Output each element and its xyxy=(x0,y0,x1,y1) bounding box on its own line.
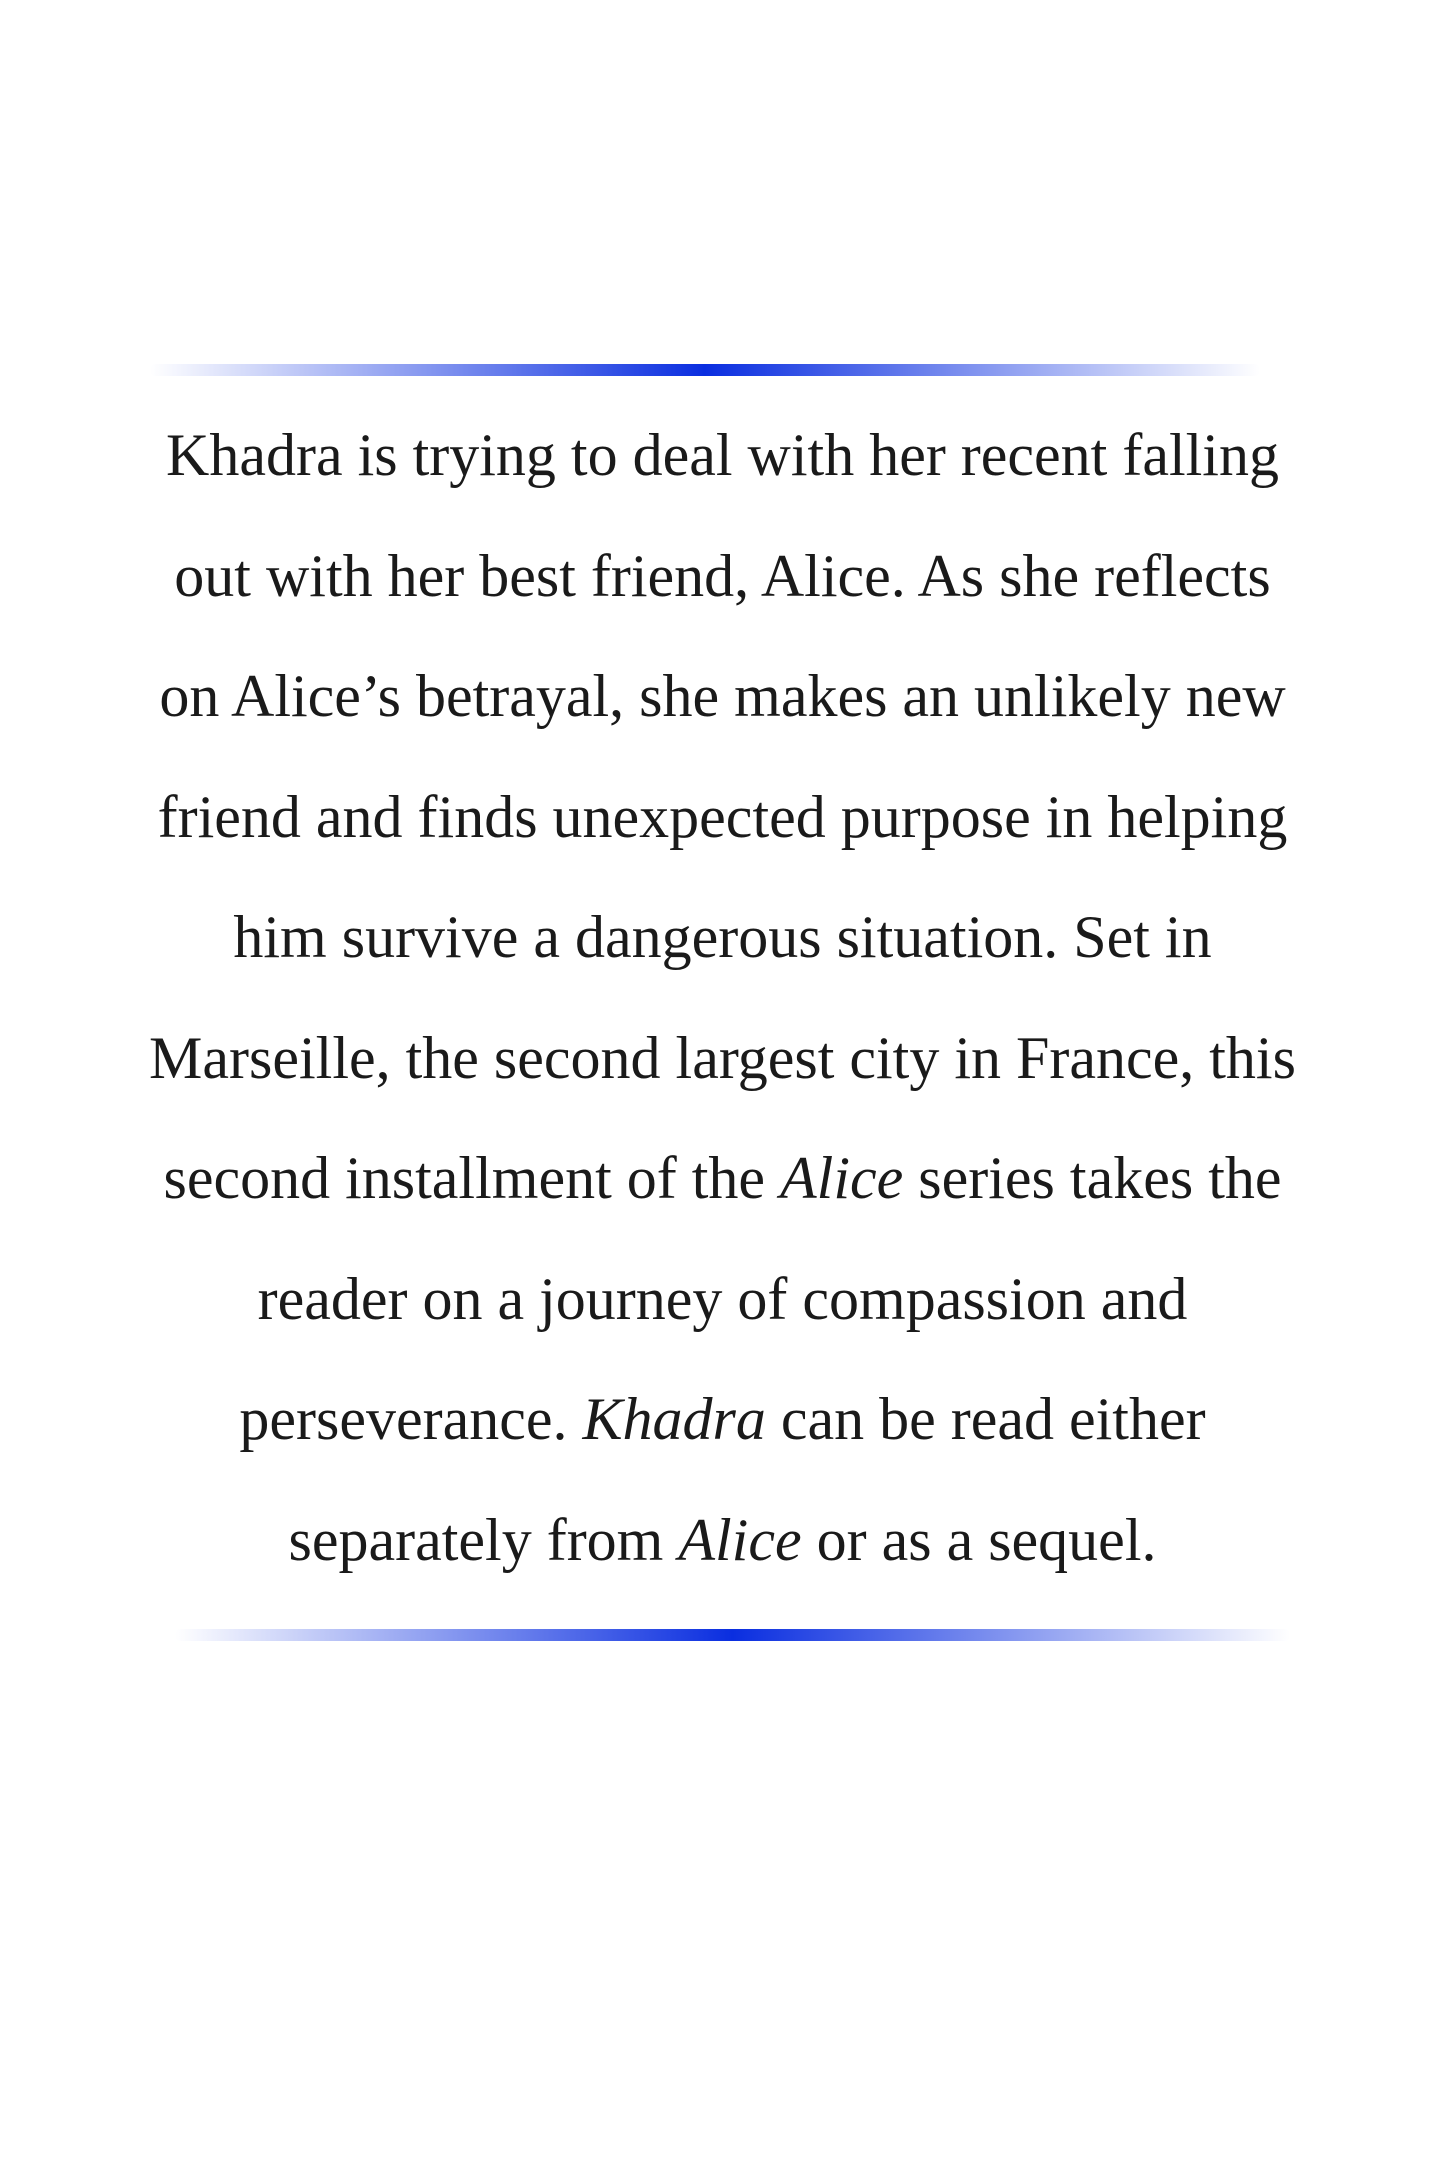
italic-title: Khadra xyxy=(582,1386,766,1452)
description-text: him survive a dangerous situation. Set in xyxy=(233,904,1212,970)
description-line xyxy=(60,877,1385,998)
description-line xyxy=(60,636,1385,757)
top-divider xyxy=(150,364,1260,376)
description-line xyxy=(60,757,1385,878)
description-line xyxy=(60,395,1385,516)
description-text: separately from xyxy=(288,1506,679,1573)
description-text: out with her best friend, Alice. As she reflects xyxy=(174,542,1271,609)
description-text: reader on a journey of compassion and xyxy=(257,1265,1188,1332)
description-text: series takes the xyxy=(903,1145,1282,1211)
book-description xyxy=(60,395,1385,1600)
description-line xyxy=(60,998,1385,1119)
description-text: Khadra is trying to deal with her recent falling xyxy=(166,422,1279,488)
italic-title: Alice xyxy=(678,1506,802,1573)
description-line xyxy=(60,516,1385,637)
description-text: second installment of the xyxy=(163,1145,781,1211)
description-line xyxy=(60,1480,1385,1601)
description-text: on Alice’s betrayal, she makes an unlikely new xyxy=(159,663,1286,729)
description-text: can be read either xyxy=(765,1386,1206,1452)
description-line xyxy=(60,1359,1385,1480)
italic-title: Alice xyxy=(780,1145,904,1211)
description-line xyxy=(60,1239,1385,1360)
description-text: or as a sequel. xyxy=(801,1506,1157,1573)
description-line xyxy=(60,1118,1385,1239)
description-text: Marseille, the second largest city in France, this xyxy=(149,1024,1296,1091)
description-text: perseverance. xyxy=(239,1386,583,1452)
bottom-divider xyxy=(175,1629,1290,1641)
description-text: friend and finds unexpected purpose in helping xyxy=(157,783,1288,850)
